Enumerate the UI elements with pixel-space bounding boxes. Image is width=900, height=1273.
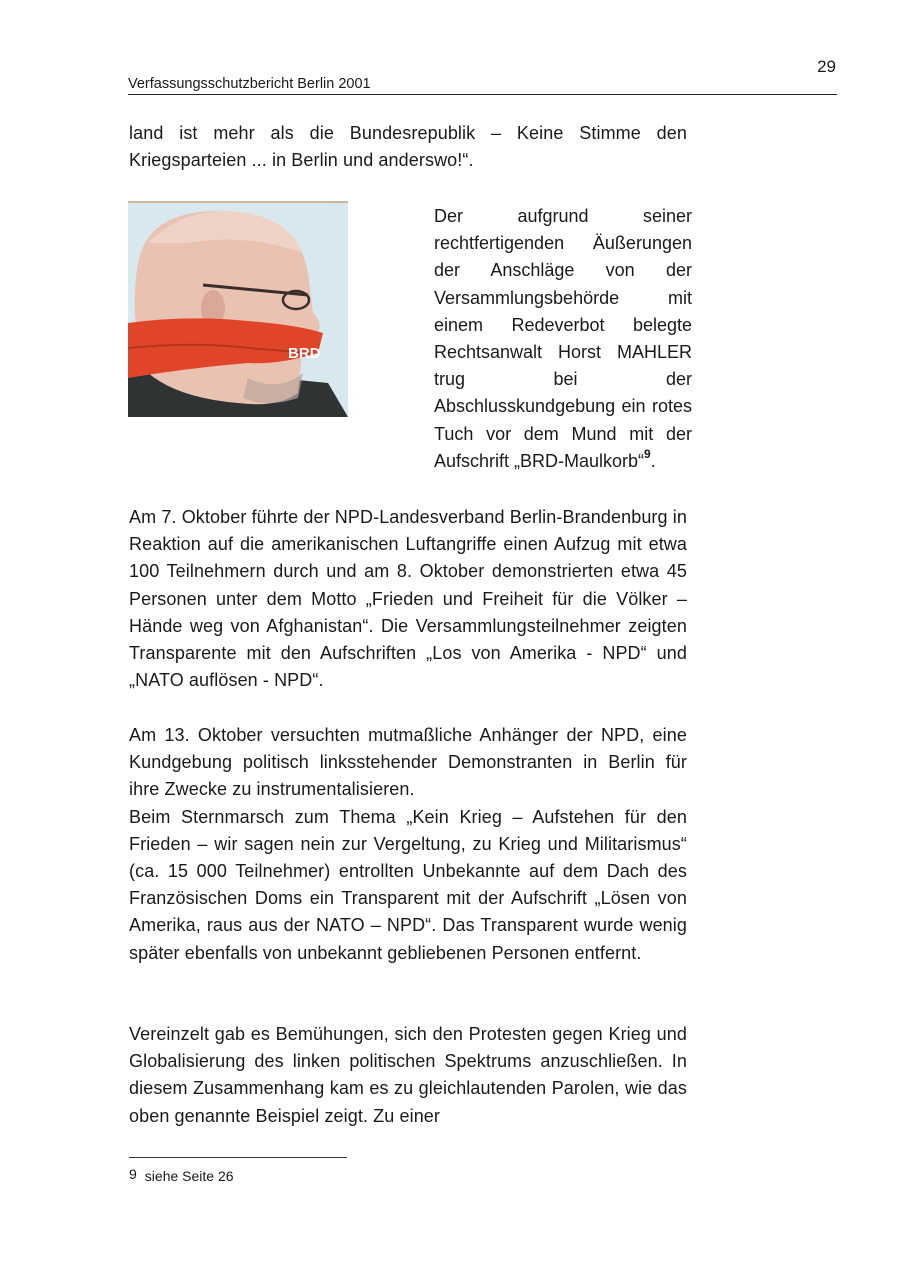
paragraph-kundgebung-intro: Am 13. Oktober versuchten mutmaßliche Anhänger der NPD, eine Kundgebung politisch linksstehender Demonstranten in Berlin für ihre Zwecke zu instrumentalisieren. [129, 725, 687, 800]
caption-end: . [650, 450, 656, 471]
footnote-number: 9 [129, 1166, 137, 1182]
photo-man-red-cloth-icon [128, 203, 348, 417]
page-number: 29 [817, 57, 836, 76]
paragraph-kundgebung [129, 722, 687, 967]
caption-text: Der aufgrund seiner rechtfertigenden Äußerungen der Anschläge von der Versammlungsbehörde mit einem Redeverbot belegte Rechtsanwalt Horst MAHLER trug bei der Abschlusskundgebung ein rotes Tuch vor dem Mund mit der Aufschrift „BRD-Maulkorb“ [434, 206, 692, 471]
footnote [129, 1166, 234, 1184]
footnote-text: siehe Seite 26 [144, 1168, 234, 1184]
paragraph-sternmarsch: Beim Sternmarsch zum Thema „Kein Krieg – Aufstehen für den Frieden – wir sagen nein zur Vergeltung, zu Krieg und Militarismus“ (ca. 15 000 Teilnehmer) entrollten Unbekannte auf dem Dach des Französischen Doms ein Transparent mit der Aufschrift „Lösen von Amerika, raus aus der NATO – NPD“. Das Transparent wurde wenig später ebenfalls von unbekannt gebliebenen Personen entfernt. [129, 806, 687, 963]
paragraph-npd-oktober: Am 7. Oktober führte der NPD-Landesverband Berlin-Brandenburg in Reaktion auf die amerikanischen Luftangriffe einen Aufzug mit etwa 100 Teilnehmern durch und am 8. Oktober demonstrierten etwa 45 Personen unter dem Motto „Frieden und Freiheit für die Völker – Hände weg von Afghanistan“. Die Versammlungsteilnehmer zeigten Transparente mit den Aufschriften „Los von Amerika - NPD“ und „NATO auflösen - NPD“. [129, 507, 687, 691]
running-header: Verfassungsschutzbericht Berlin 2001 [128, 76, 837, 95]
photo [128, 201, 348, 417]
footnote-rule [129, 1157, 347, 1158]
paragraph-continuation: land ist mehr als die Bundesrepublik – Keine Stimme den Kriegsparteien ... in Berlin und anderswo!“. [129, 123, 687, 171]
photo-caption [434, 203, 692, 475]
paragraph-globalisierung: Vereinzelt gab es Bemühungen, sich den Protesten gegen Krieg und Globalisierung des linken politischen Spektrums anzuschließen. In diesem Zusammenhang kam es zu gleichlautenden Parolen, wie das oben genannte Beispiel zeigt. Zu einer [129, 1024, 687, 1126]
cloth-text: BRD [288, 345, 321, 362]
footnote-reference: 9 [644, 446, 651, 461]
